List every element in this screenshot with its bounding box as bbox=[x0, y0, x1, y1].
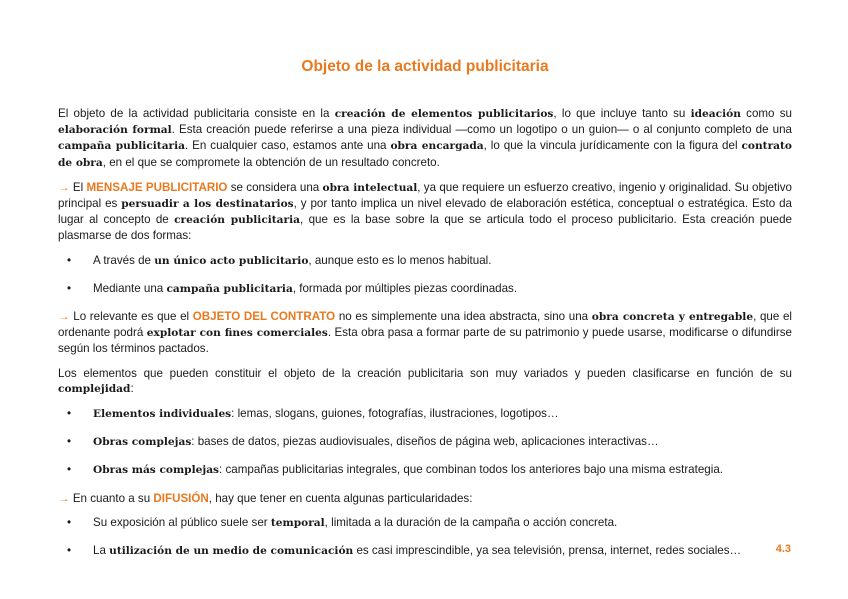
text: , que es la base sobre la que se articula todo el proceso publicitario. Esta creación puede plasmarse de dos formas: bbox=[58, 213, 792, 243]
paragraph-elementos bbox=[58, 366, 792, 397]
list-item bbox=[58, 281, 792, 297]
list-item bbox=[58, 253, 792, 269]
text: es casi imprescindible, ya sea televisión, prensa, internet, redes sociales… bbox=[353, 544, 742, 558]
page-title: Objeto de la actividad publicitaria bbox=[301, 58, 549, 75]
paragraph-difusion bbox=[58, 491, 792, 506]
highlight-text: DIFUSIÓN bbox=[153, 491, 209, 505]
arrow-icon: → bbox=[58, 310, 70, 324]
bold-text: complejidad bbox=[58, 382, 131, 395]
arrow-icon: → bbox=[58, 180, 70, 194]
text: , en el que se compromete la obtención de un resultado concreto. bbox=[102, 155, 440, 169]
text: , limitada a la duración de la campaña o acción concreta. bbox=[324, 515, 618, 529]
text: . Esta obra pasa a formar parte de su patrimonio y puede usarse, modificarse o difundirse según los términos pactados. bbox=[58, 326, 792, 356]
bold-text: creación publicitaria bbox=[174, 214, 301, 227]
text: como su bbox=[740, 107, 793, 120]
text: : bases de datos, piezas audiovisuales, diseños de página web, aplicaciones interactivas… bbox=[191, 435, 659, 449]
bold-text: un único acto publicitario bbox=[154, 254, 309, 267]
text: : lemas, slogans, guiones, fotografías, ilustraciones, logotipos… bbox=[231, 407, 559, 421]
text: Mediante una bbox=[93, 281, 167, 295]
text: Los elementos que pueden constituir el objeto de la creación publicitaria son muy variados y pueden clasificarse en función de su bbox=[58, 366, 792, 380]
bold-text: elaboración formal bbox=[58, 124, 172, 137]
bold-text: campaña publicitaria bbox=[58, 140, 186, 153]
text: El bbox=[69, 180, 87, 194]
text: , lo que incluye tanto su bbox=[553, 107, 691, 120]
bold-text: ideación bbox=[690, 108, 741, 120]
bold-text: Elementos individuales bbox=[93, 408, 232, 421]
paragraph-mensaje bbox=[58, 180, 792, 244]
text: Su exposición al público suele ser bbox=[93, 515, 271, 529]
text: , lo que la vincula jurídicamente con la figura del bbox=[483, 139, 742, 153]
bold-text: utilización de un medio de comunicación bbox=[109, 545, 354, 558]
text: , y por tanto implica un nivel elevado de elaboración estética, conceptual o estratégica. Esto da lugar al concepto de bbox=[58, 197, 792, 227]
text: La bbox=[93, 544, 110, 558]
highlight-text: OBJETO DEL CONTRATO bbox=[192, 310, 336, 324]
page-number: 4.3 bbox=[775, 543, 791, 555]
text: : campañas publicitarias integrales, que combinan todos los anteriores bajo una misma estrategia. bbox=[219, 463, 723, 477]
bold-text: contrato de obra bbox=[58, 140, 792, 169]
document-body bbox=[58, 106, 792, 571]
text: se considera una bbox=[227, 180, 323, 194]
text: , ya que requiere un esfuerzo creativo, ingenio y originalidad. Su objetivo principal es bbox=[58, 180, 792, 211]
text: : bbox=[130, 381, 134, 395]
bold-text: temporal bbox=[270, 516, 325, 529]
text: En cuanto a su bbox=[69, 491, 154, 505]
list-item bbox=[58, 462, 792, 478]
text: , que el ordenante podrá bbox=[58, 310, 792, 340]
bold-text: Obras más complejas bbox=[93, 464, 220, 477]
text: no es simplemente una idea abstracta, sino una bbox=[335, 310, 592, 324]
highlight-text: MENSAJE PUBLICITARIO bbox=[86, 180, 228, 194]
bold-text: persuadir a los destinatarios bbox=[121, 198, 294, 211]
paragraph-objeto bbox=[58, 309, 792, 357]
text: , formada por múltiples piezas coordinadas. bbox=[292, 281, 518, 295]
list-item bbox=[58, 406, 792, 422]
text: . En cualquier caso, estamos ante una bbox=[185, 139, 391, 153]
paragraph-intro bbox=[58, 106, 792, 171]
list-item bbox=[58, 515, 792, 531]
list-item bbox=[58, 543, 792, 559]
list-item bbox=[58, 434, 792, 450]
list-forms bbox=[58, 253, 792, 297]
bold-text: Obras complejas bbox=[93, 436, 192, 449]
text: . Esta creación puede referirse a una pieza individual —como un logotipo o un guion— o al conjunto completo de una bbox=[171, 123, 792, 137]
text: , aunque esto es lo menos habitual. bbox=[308, 253, 492, 267]
text: Lo relevante es que el bbox=[69, 310, 193, 324]
bold-text: obra encargada bbox=[390, 140, 484, 153]
text: A través de bbox=[93, 253, 155, 267]
arrow-icon: → bbox=[58, 491, 70, 505]
list-difusion bbox=[58, 515, 792, 559]
bold-text: creación de elementos publicitarios bbox=[334, 108, 554, 120]
bold-text: explotar con fines comerciales bbox=[146, 327, 328, 340]
list-complexity bbox=[58, 406, 792, 479]
text: , hay que tener en cuenta algunas particularidades: bbox=[208, 491, 473, 505]
bold-text: campaña publicitaria bbox=[166, 282, 293, 295]
text: El objeto de la actividad publicitaria consiste en la bbox=[58, 107, 335, 120]
bold-text: obra intelectual bbox=[322, 181, 418, 194]
bold-text: obra concreta y entregable bbox=[591, 311, 754, 324]
